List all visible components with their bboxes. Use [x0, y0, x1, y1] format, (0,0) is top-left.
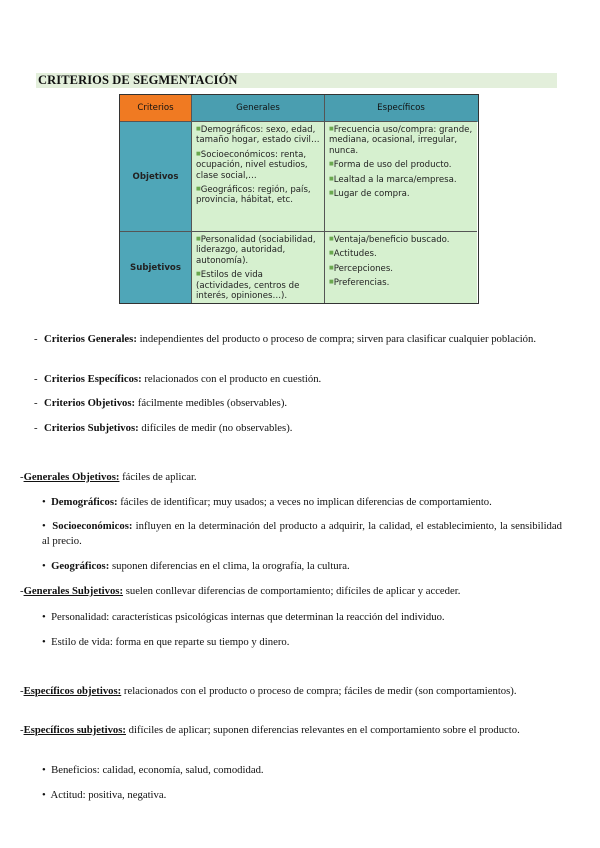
- segmentation-table: [119, 94, 479, 304]
- section-especificos-objetivos: -Específicos objetivos: relacionados con el producto o proceso de compra; fáciles de medir (son comportamientos).: [20, 685, 517, 697]
- generales-cell: [192, 122, 325, 232]
- table-row-subjetivos: [120, 232, 478, 303]
- row-label: Subjetivos: [120, 232, 192, 303]
- cell-list-item: [329, 263, 473, 274]
- header-criterios: Criterios: [120, 95, 192, 122]
- square-bullet-icon: ■: [329, 175, 334, 182]
- cell-list-text: Lugar de compra.: [333, 189, 410, 200]
- definition-item: - Criterios Objetivos: fácilmente medibles (observables).: [34, 397, 288, 409]
- bullet-item: • Estilo de vida: forma en que reparte su tiempo y dinero.: [42, 636, 290, 648]
- cell-list-text: Actitudes.: [333, 249, 377, 260]
- bullet-item: • Socioeconómicos: influyen en la determinación del producto a adquirir, la calidad, el establecimiento, la sensibilidad al precio.: [42, 520, 562, 547]
- row-label: Objetivos: [120, 122, 192, 232]
- cell-list-item: [329, 174, 473, 185]
- table-header-row: [120, 95, 478, 122]
- definition-item: - Criterios Subjetivos: difíciles de medir (no observables).: [34, 422, 293, 434]
- square-bullet-icon: ■: [196, 150, 201, 157]
- square-bullet-icon: ■: [329, 126, 334, 132]
- cell-list-text: Lealtad a la marca/empresa.: [333, 174, 457, 185]
- cell-list-text: Frecuencia uso/compra: grande, mediana, ocasional, irregular, nunca.: [329, 125, 473, 156]
- definition-item: - Criterios Específicos: relacionados con el producto en cuestión.: [34, 373, 322, 385]
- square-bullet-icon: ■: [329, 236, 334, 242]
- especificos-cell: [325, 122, 477, 232]
- square-bullet-icon: ■: [329, 250, 334, 257]
- page-title: CRITERIOS DE SEGMENTACIÓN: [38, 73, 238, 87]
- table-row-objetivos: [120, 122, 478, 232]
- cell-list-text: Socioeconómicos: renta, ocupación, nivel estudios, clase social,…: [196, 149, 308, 181]
- cell-list-item: [329, 159, 473, 170]
- cell-list-item: [196, 234, 320, 266]
- generales-cell: [192, 232, 325, 303]
- cell-list-text: Percepciones.: [333, 263, 394, 274]
- square-bullet-icon: ■: [329, 190, 334, 197]
- cell-list-item: [196, 124, 320, 146]
- square-bullet-icon: ■: [196, 271, 201, 278]
- bullet-item: • Demográficos: fáciles de identificar; muy usados; a veces no implican diferencias de comportamiento.: [42, 496, 492, 508]
- square-bullet-icon: ■: [196, 126, 201, 132]
- cell-list-text: Estilos de vida (actividades, centros de interés, opiniones…).: [196, 270, 300, 302]
- cell-list-item: [329, 188, 473, 199]
- bullet-item: • Personalidad: características psicológicas internas que determinan la reacción del individuo.: [42, 611, 445, 623]
- cell-list-item: [329, 277, 473, 288]
- bullet-item: • Beneficios: calidad, economía, salud, comodidad.: [42, 764, 264, 776]
- cell-list-text: Geográficos: región, país, provincia, hábitat, etc.: [196, 185, 311, 206]
- header-generales: Generales: [192, 95, 325, 122]
- header-especificos: Específicos: [325, 95, 477, 122]
- cell-list-text: Personalidad (sociabilidad, liderazgo, autoridad, autonomía).: [196, 235, 316, 266]
- section-generales-subjetivos: -Generales Subjetivos: suelen conllevar diferencias de comportamiento; difíciles de aplicar y acceder.: [20, 585, 461, 597]
- definition-item: - Criterios Generales: independientes del producto o proceso de compra; sirven para clasificar cualquier población.: [34, 333, 537, 345]
- cell-list-item: [329, 234, 473, 245]
- cell-list-item: [329, 124, 473, 156]
- square-bullet-icon: ■: [196, 186, 201, 193]
- cell-list-text: Demográficos: sexo, edad, tamaño hogar, estado civil…: [196, 125, 320, 146]
- section-especificos-subjetivos: -Específicos subjetivos: difíciles de aplicar; suponen diferencias relevantes en el comportamiento sobre el producto.: [20, 724, 520, 736]
- bullet-item: • Geográficos: suponen diferencias en el clima, la orografía, la cultura.: [42, 560, 350, 572]
- cell-list-item: [196, 269, 320, 301]
- especificos-cell: [325, 232, 477, 303]
- square-bullet-icon: ■: [196, 236, 201, 242]
- bullet-item: • Actitud: positiva, negativa.: [42, 789, 167, 801]
- cell-list-text: Ventaja/beneficio buscado.: [333, 235, 450, 245]
- square-bullet-icon: ■: [329, 279, 334, 286]
- square-bullet-icon: ■: [329, 264, 334, 271]
- cell-list-item: [196, 149, 320, 181]
- cell-list-text: Preferencias.: [333, 278, 390, 289]
- cell-list-text: Forma de uso del producto.: [333, 160, 452, 171]
- square-bullet-icon: ■: [329, 161, 334, 168]
- cell-list-item: [196, 184, 320, 206]
- cell-list-item: [329, 248, 473, 259]
- section-generales-objetivos: -Generales Objetivos: fáciles de aplicar.: [20, 471, 197, 483]
